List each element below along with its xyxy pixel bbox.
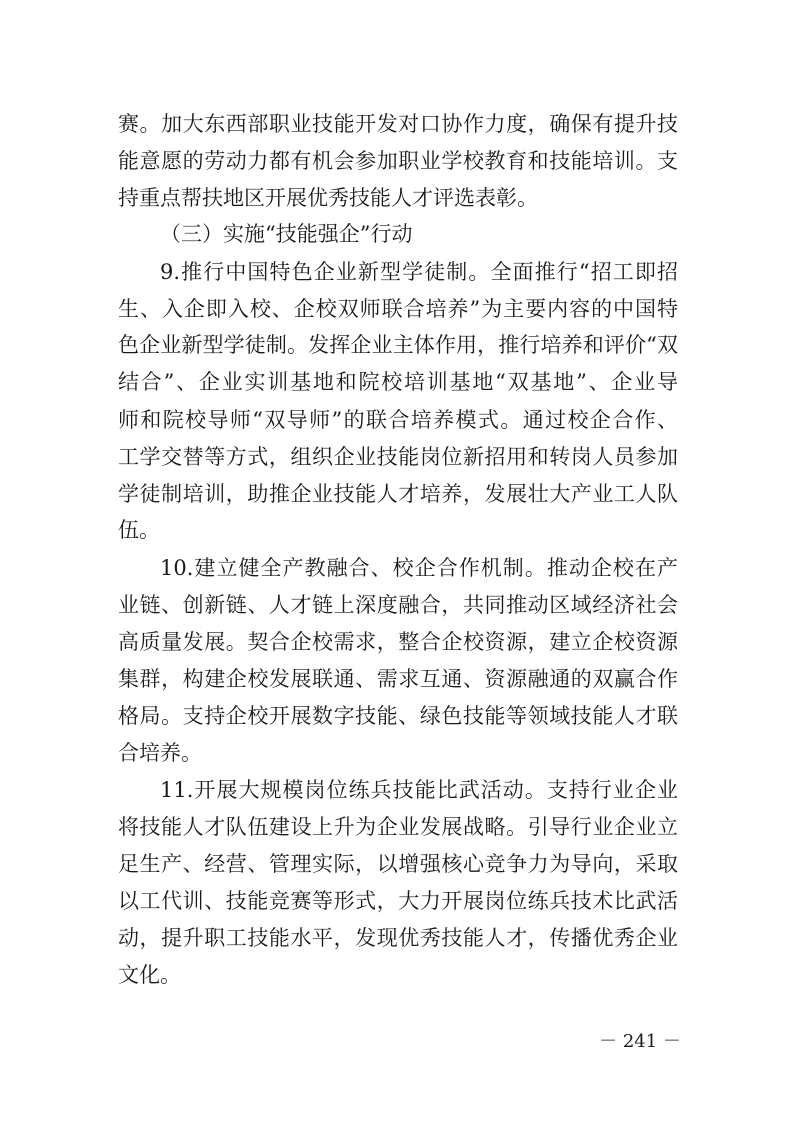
page-number: － 241 － <box>599 1031 681 1052</box>
item10-line: 高质量发展。契合企校需求，整合企校资源，建立企校资源 <box>118 630 678 654</box>
item11-line: 文化。 <box>118 963 181 987</box>
item11-line: 足生产、经营、管理实际，以增强核心竞争力为导向，采取 <box>118 852 678 876</box>
item9-line: 伍。 <box>118 518 160 542</box>
item9-line: 9.推行中国特色企业新型学徒制。全面推行“招工即招 <box>160 260 678 284</box>
item10-line: 业链、创新链、人才链上深度融合，共同推动区域经济社会 <box>118 593 678 617</box>
item10-line: 集群，构建企校发展联通、需求互通、资源融通的双赢合作 <box>118 667 678 691</box>
continuation-line: 持重点帮扶地区开展优秀技能人才评选表彰。 <box>118 186 538 210</box>
item9-line: 结合”、企业实训基地和院校培训基地“双基地”、企业导 <box>118 370 678 394</box>
item11-line: 以工代训、技能竞赛等形式，大力开展岗位练兵技术比武活 <box>118 889 678 913</box>
item9-line: 工学交替等方式，组织企业技能岗位新招用和转岗人员参加 <box>118 445 678 469</box>
item11-line: 将技能人才队伍建设上升为企业发展战略。引导行业企业立 <box>118 815 678 839</box>
continuation-line: 赛。加大东西部职业技能开发对口协作力度，确保有提升技 <box>118 112 678 136</box>
item10-line: 格局。支持企校开展数字技能、绿色技能等领域技能人才联 <box>118 704 678 728</box>
item9-line: 师和院校导师“双导师”的联合培养模式。通过校企合作、 <box>118 408 678 432</box>
item9-line: 生、入企即入校、企校双师联合培养”为主要内容的中国特 <box>118 297 678 321</box>
continuation-line: 能意愿的劳动力都有机会参加职业学校教育和技能培训。支 <box>118 149 678 173</box>
item11-line: 11.开展大规模岗位练兵技能比武活动。支持行业企业 <box>160 778 678 802</box>
section-heading: （三）实施“技能强企”行动 <box>160 222 413 246</box>
item9-line: 色企业新型学徒制。发挥企业主体作用，推行培养和评价“双 <box>118 333 678 357</box>
item10-line: 10.建立健全产教融合、校企合作机制。推动企校在产 <box>160 556 678 580</box>
item9-line: 学徒制培训，助推企业技能人才培养，发展壮大产业工人队 <box>118 482 678 506</box>
item11-line: 动，提升职工技能水平，发现优秀技能人才，传播优秀企业 <box>118 926 678 950</box>
item10-line: 合培养。 <box>118 741 202 765</box>
